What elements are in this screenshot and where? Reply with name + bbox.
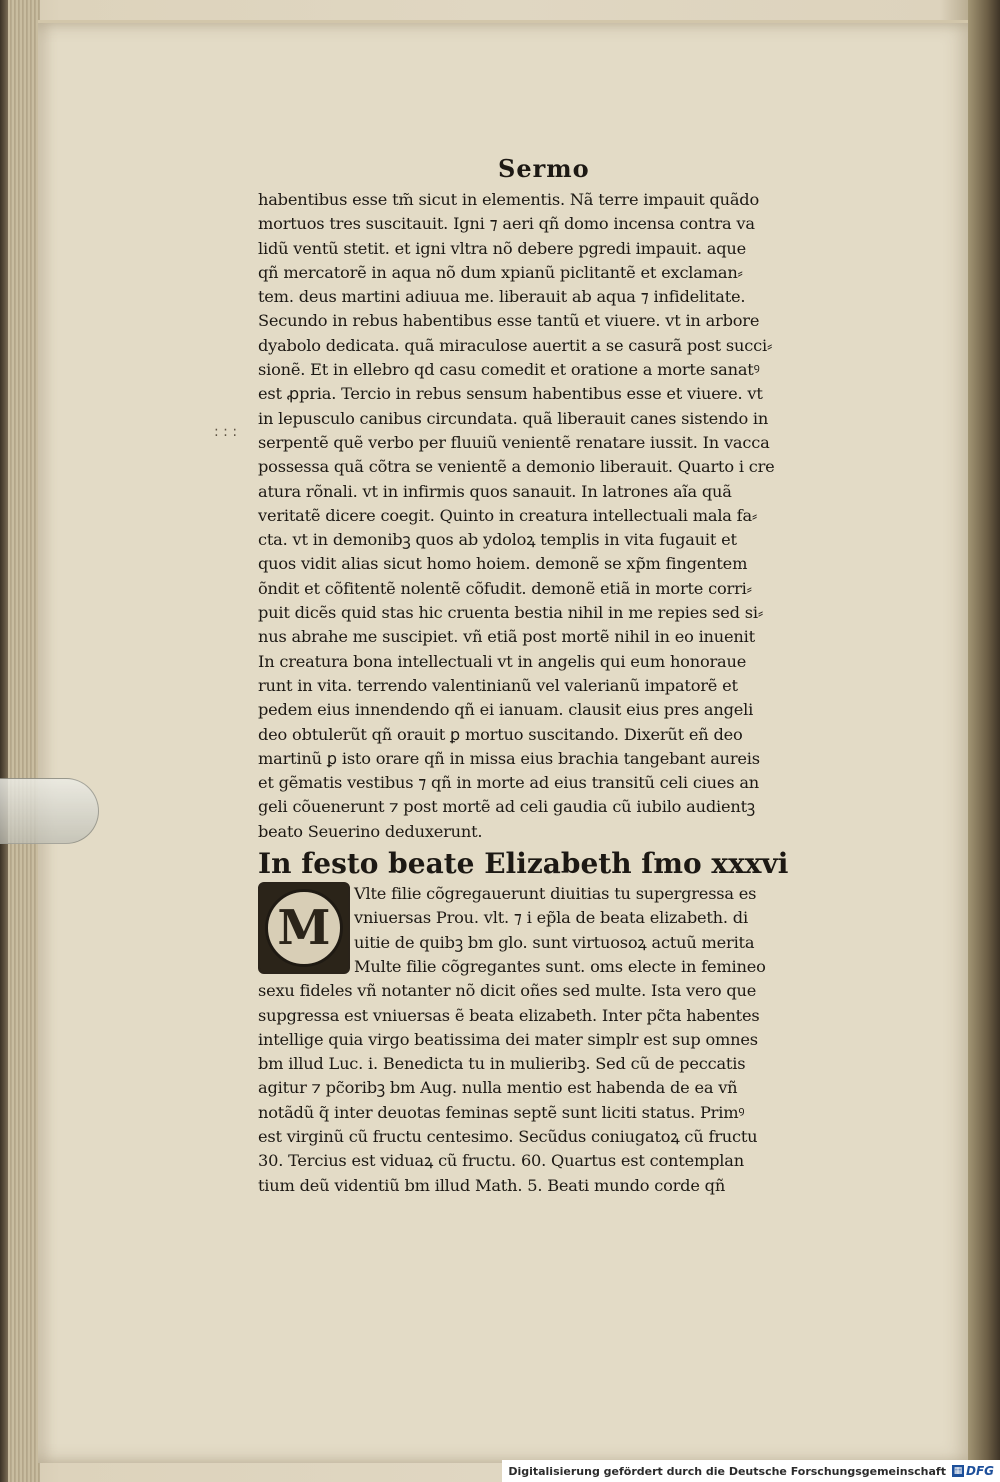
text-line: possessa quã cõtra se venientẽ a demonio liberauit. Quarto i cre xyxy=(258,457,775,477)
text-line: atura rõnali. vt in infirmis quos sanauit. In latrones aĩa quã xyxy=(258,481,732,501)
text-line: pedem eius innendendo qñ ei ianuam. clausit eius pres angeli xyxy=(258,700,754,720)
dfg-logo xyxy=(952,1464,994,1478)
running-head: Sermo xyxy=(498,154,590,183)
decorated-initial xyxy=(258,882,350,974)
text-line: Secundo in rebus habentibus esse tantũ et viuere. vt in arbore xyxy=(258,311,760,331)
dfg-logo-text: DFG xyxy=(965,1464,994,1478)
text-line: puit dicẽs quid stas hic cruenta bestia nihil in me repies sed si⸗ xyxy=(258,603,764,623)
text-line: qñ mercatorẽ in aqua nõ dum xpianũ piclitantẽ et exclaman⸗ xyxy=(258,262,743,282)
text-line: et gẽmatis vestibus ⁊ qñ in morte ad eius transitũ celi ciues an xyxy=(258,773,759,793)
text-line: habentibus esse tm̃ sicut in elementis. Nã terre impauit quãdo xyxy=(258,190,760,209)
text-line: agitur ⁊ pc̃oribꝫ bm Aug. nulla mentio est habenda de ea vñ xyxy=(258,1078,738,1098)
text-line: quos vidit alias sicut homo hoiem. demonẽ se xp̃m fingentem xyxy=(258,554,748,574)
margin-mark: : : : xyxy=(214,424,238,440)
text-line: sionẽ. Et in ellebro qd casu comedit et oratione a morte sanatꝰ xyxy=(258,360,760,380)
text-line: intellige quia virgo beatissima dei mater simplr est sup omnes xyxy=(258,1029,758,1049)
text-line: In creatura bona intellectuali vt in angelis qui eum honoraue xyxy=(258,651,747,671)
text-line: Multe filie cõgregantes sunt. oms electe in femineo xyxy=(354,956,766,976)
text-line: tem. deus martini adiuua me. liberauit ab aqua ⁊ infidelitate. xyxy=(258,287,746,307)
text-line: veritatẽ dicere coegit. Quinto in creatura intellectuali mala fa⸗ xyxy=(258,505,758,525)
text-line: sexu fideles vñ notanter nõ dicit oñes sed multe. Ista vero que xyxy=(258,981,757,1001)
dfg-logo-icon: ▦ xyxy=(953,1466,963,1476)
initial-letter: M xyxy=(265,889,343,967)
page-stack-edge xyxy=(8,0,40,1482)
text-line: notãdũ q̃ inter deuotas feminas septẽ sunt liciti status. Primꝰ xyxy=(258,1102,745,1122)
text-line: runt in vita. terrendo valentinianũ vel valerianũ impatorẽ et xyxy=(258,675,738,695)
footer-text: Digitalisierung gefördert durch die Deutsche Forschungsgemeinschaft xyxy=(508,1464,946,1478)
text-line: mortuos tres suscitauit. Igni ⁊ aeri qñ domo incensa contra va xyxy=(258,214,755,234)
text-line: serpentẽ quẽ verbo per fluuiũ venientẽ renatare iussit. In vacca xyxy=(258,432,770,452)
text-line: est virginũ cũ fructu centesimo. Secũdus coniugatoꝝ cũ fructu xyxy=(258,1126,758,1146)
text-line: bm illud Luc. i. Benedicta tu in mulieribꝫ. Sed cũ de peccatis xyxy=(258,1054,746,1074)
text-line: õndit et cõfitentẽ nolentẽ cõfudit. demonẽ etiã in morte corri⸗ xyxy=(258,578,752,598)
text-line: Vlte filie cõgregauerunt diuitias tu supergressa es xyxy=(354,884,757,904)
text-line: est ꝓpria. Tercio in rebus sensum habentibus esse et viuere. vt xyxy=(258,384,763,404)
text-line: tium deũ videntiũ bm illud Math. 5. Beati mundo corde qñ xyxy=(258,1175,726,1195)
text-lines-after-initial xyxy=(258,979,858,1198)
page-holder-clip xyxy=(0,778,99,844)
text-line: geli cõuenerunt ⁊ post mortẽ ad celi gaudia cũ iubilo audientꝫ xyxy=(258,797,755,817)
text-line: uitie de quibꝫ bm glo. sunt virtuosoꝝ actuũ merita xyxy=(354,932,755,952)
digitization-footer xyxy=(502,1460,1000,1482)
text-line: 30. Tercius est viduaꝝ cũ fructu. 60. Quartus est contemplan xyxy=(258,1151,744,1171)
text-line: martinũ ꝑ isto orare qñ in missa eius brachia tangebant aureis xyxy=(258,748,760,768)
text-line: deo obtulerũt qñ orauit ꝑ mortuo suscitando. Dixerũt eñ deo xyxy=(258,724,743,744)
text-lines-before-heading xyxy=(258,188,858,844)
text-line: supgressa est vniuersas ẽ beata elizabeth. Inter pc̃ta habentes xyxy=(258,1005,760,1025)
text-line: vniuersas Prou. vlt. ⁊ i ep̃la de beata elizabeth. di xyxy=(354,908,748,928)
section-heading: In festo beate Elizabeth ſmo xxxvi xyxy=(258,847,789,881)
text-line: dyabolo dedicata. quã miraculose auertit a se casurã post succi⸗ xyxy=(258,335,773,355)
text-line: nus abrahe me suscipiet. vñ etiã post mortẽ nihil in eo inuenit xyxy=(258,627,755,647)
text-line: beato Seuerino deduxerunt. xyxy=(258,821,483,841)
main-text-block xyxy=(258,150,858,1198)
text-line: in lepusculo canibus circundata. quã liberauit canes sistendo in xyxy=(258,408,769,428)
text-line: lidũ ventũ stetit. et igni vltra nõ debere pgredi impauit. aque xyxy=(258,238,747,258)
text-line: cta. vt in demonibꝫ quos ab ydoloꝝ templis in vita fugauit et xyxy=(258,530,737,550)
book-gutter-shadow xyxy=(965,0,1000,1482)
